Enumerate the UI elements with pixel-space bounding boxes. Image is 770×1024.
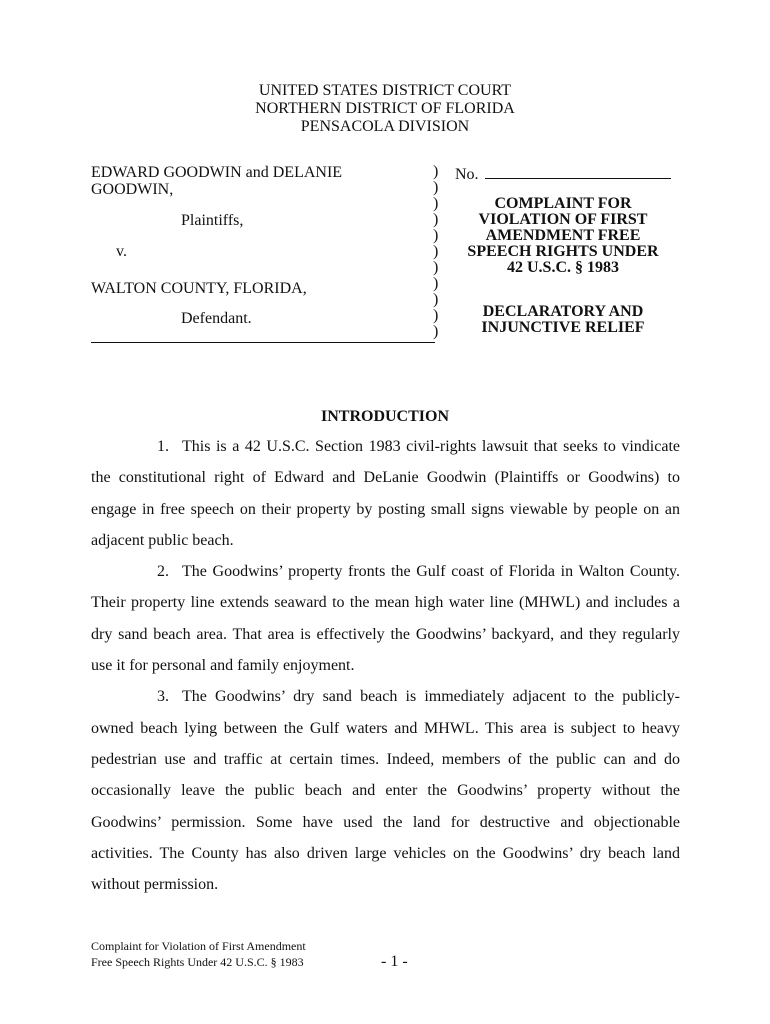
caption-paren: ) [433,275,439,292]
caption-paren: ) [433,291,439,308]
numbered-paragraph [91,681,680,900]
caption-paren-column [433,164,447,340]
complaint-title-line: VIOLATION OF FIRST [478,211,648,228]
caption-paren: ) [433,323,439,340]
footer-title-line2: Free Speech Rights Under 42 U.S.C. § 1983 [91,955,304,969]
court-division: PENSACOLA DIVISION [300,118,470,135]
caption-paren: ) [433,211,439,228]
case-number-blank [485,164,671,179]
complaint-title-line: AMENDMENT FREE [485,227,641,244]
paragraph-text: The Goodwins’ property fronts the Gulf coast of Florida in Walton County. Their property line extends seaward to the mean high water line (MHWL) and includes a dry sand beach area. That area is effectively the Goodwins’ backyard, and they regularly use it for personal and family enjoyment. [91,563,680,675]
caption-paren: ) [433,243,439,260]
complaint-title-line: COMPLAINT FOR [494,195,632,212]
plaintiffs-names-line2: GOODWIN, [91,181,174,198]
plaintiffs-label: Plaintiffs, [181,212,244,229]
complaint-title [455,196,671,276]
court-heading [0,82,770,136]
caption-paren: ) [433,307,439,324]
page-number: - 1 - [381,953,408,970]
complaint-body [91,431,680,900]
case-caption-title [455,164,675,336]
defendant-name: WALTON COUNTY, FLORIDA, [91,280,307,297]
court-name: UNITED STATES DISTRICT COURT [258,82,512,99]
paragraph-number: 1. [157,438,169,455]
relief-title-line: INJUNCTIVE RELIEF [481,319,645,336]
complaint-title-line: 42 U.S.C. § 1983 [506,259,619,276]
caption-divider [91,342,435,343]
court-district: NORTHERN DISTRICT OF FLORIDA [255,100,515,117]
case-number [455,164,675,184]
paragraph-text: The Goodwins’ dry sand beach is immediately adjacent to the publicly-owned beach lying between the Gulf waters and MHWL. This area is subject to heavy pedestrian use and traffic at certain times. Indeed, members of the public can and do occasionally leave the public beach and enter the Goodwins’ property without the Goodwins’ permission. Some have used the land for destructive and objectionable activities. The County has also driven large vehicles on the Goodwins’ dry beach land without permission. [91,688,680,894]
caption-paren: ) [433,163,439,180]
footer-title-line1: Complaint for Violation of First Amendment [91,939,306,953]
versus-label: v. [116,243,127,260]
relief-title-line: DECLARATORY AND [482,303,644,320]
case-number-label: No. [455,166,479,183]
complaint-title-line: SPEECH RIGHTS UNDER [467,243,659,260]
plaintiffs-names-line1: EDWARD GOODWIN and DELANIE [91,164,343,181]
paragraph-number: 2. [157,563,169,581]
paragraph-text: This is a 42 U.S.C. Section 1983 civil-rights lawsuit that seeks to vindicate the constitutional right of Edward and DeLanie Goodwin (Plaintiffs or Goodwins) to engage in free speech on their property by posting small signs viewable by people on an adjacent public beach. [91,438,680,549]
caption-paren: ) [433,179,439,196]
caption-paren: ) [433,227,439,244]
page-footer [91,938,306,970]
section-heading: INTRODUCTION [320,408,449,425]
caption-paren: ) [433,195,439,212]
defendant-label: Defendant. [181,310,252,327]
numbered-paragraph [91,431,680,556]
relief-title [455,304,671,336]
caption-paren: ) [433,259,439,276]
numbered-paragraph [91,556,680,681]
paragraph-number: 3. [157,688,169,706]
